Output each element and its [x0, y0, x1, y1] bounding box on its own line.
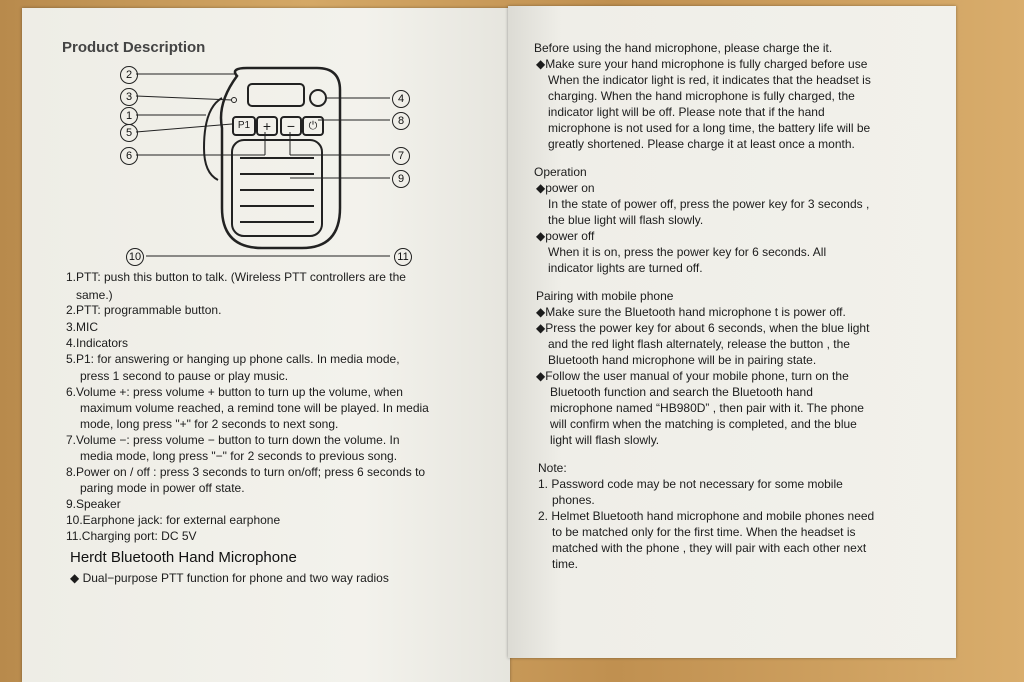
callout-10: 10 — [126, 248, 144, 266]
list-item: press 1 second to pause or play music. — [80, 369, 289, 383]
feature-line: ◆ Dual−purpose PTT function for phone and two way radios — [70, 571, 389, 585]
list-item: 3.MIC — [66, 320, 99, 334]
list-item: 11.Charging port: DC 5V — [66, 529, 197, 543]
list-item: mode, long press "+" for 2 seconds to next song. — [80, 417, 339, 431]
operation-heading: Operation — [534, 165, 587, 179]
pairing-line: Bluetooth hand microphone will be in pairing state. — [548, 353, 817, 367]
operation-line: the blue light will flash slowly. — [548, 213, 704, 227]
callout-5: 5 — [120, 124, 138, 142]
pairing-line: ◆Make sure the Bluetooth hand microphone t is power off. — [536, 305, 846, 319]
callout-6: 6 — [120, 147, 138, 165]
left-page — [22, 8, 510, 682]
product-name: Herdt Bluetooth Hand Microphone — [70, 549, 297, 566]
operation-line: ◆power off — [536, 229, 595, 243]
callout-3: 3 — [120, 88, 138, 106]
list-item: 7.Volume −: press volume − button to turn down the volume. In — [66, 433, 400, 447]
mic-hole — [232, 98, 237, 103]
charge-line: When the indicator light is red, it indicates that the headset is — [548, 73, 871, 87]
callout-4: 4 — [392, 90, 410, 108]
page-title: Product Description — [62, 39, 206, 56]
note-line: 1. Password code may be not necessary for some mobile — [538, 477, 843, 491]
note-line: 2. Helmet Bluetooth hand microphone and mobile phones need — [538, 509, 875, 523]
callout-11: 11 — [394, 248, 412, 266]
charge-heading: Before using the hand microphone, please charge the it. — [534, 41, 833, 55]
list-item: media mode, long press "−" for 2 seconds to previous song. — [80, 449, 398, 463]
pairing-heading: Pairing with mobile phone — [536, 289, 674, 303]
list-item: maximum volume reached, a remind tone will be played. In media — [80, 401, 429, 415]
note-line: matched with the phone , they will pair with each other next — [552, 541, 867, 555]
operation-line: When it is on, press the power key for 6 seconds. All — [548, 245, 827, 259]
volume-up-button-drawing: + — [256, 116, 278, 136]
pairing-line: microphone named “HB980D” , then pair with it. The phone — [550, 401, 864, 415]
callout-9: 9 — [392, 170, 410, 188]
callout-8: 8 — [392, 112, 410, 130]
microphone-diagram — [22, 8, 510, 268]
operation-line: In the state of power off, press the power key for 3 seconds , — [548, 197, 870, 211]
list-item: 9.Speaker — [66, 497, 121, 511]
pairing-line: will confirm when the matching is completed, and the blue — [550, 417, 857, 431]
pairing-line: Bluetooth function and search the Bluetooth hand — [550, 385, 813, 399]
list-item: 1.PTT: push this button to talk. (Wireless PTT controllers are the — [66, 270, 406, 284]
right-page — [508, 6, 956, 658]
list-item: 6.Volume +: press volume + button to turn up the volume, when — [66, 385, 403, 399]
pairing-line: light will flash slowly. — [550, 433, 660, 447]
list-item: 8.Power on / off : press 3 seconds to turn on/off; press 6 seconds to — [66, 465, 426, 479]
list-item: 10.Earphone jack: for external earphone — [66, 513, 281, 527]
charge-line: indicator light will be off. Please note that if the hand — [548, 105, 825, 119]
list-item: 4.Indicators — [66, 336, 129, 350]
charge-line: greatly shortened. Please charge it at least once a month. — [548, 137, 855, 151]
indicator-light — [310, 90, 326, 106]
note-line: phones. — [552, 493, 595, 507]
side-ptt-outline — [204, 98, 222, 180]
list-item: paring mode in power off state. — [80, 481, 245, 495]
callout-7: 7 — [392, 147, 410, 165]
power-icon: ⏻ — [302, 116, 324, 136]
callout-2: 2 — [120, 66, 138, 84]
list-item: 2.PTT: programmable button. — [66, 303, 222, 317]
charge-line: ◆Make sure your hand microphone is fully charged before use — [536, 57, 868, 71]
operation-line: indicator lights are turned off. — [548, 261, 703, 275]
pairing-line: and the red light flash alternately, release the button , the — [548, 337, 850, 351]
pairing-line: ◆Follow the user manual of your mobile phone, turn on the — [536, 369, 849, 383]
list-item: same.) — [76, 288, 113, 302]
callout-1: 1 — [120, 107, 138, 125]
operation-line: ◆power on — [536, 181, 595, 195]
p1-button-drawing: P1 — [232, 116, 256, 136]
note-heading: Note: — [538, 461, 567, 475]
charge-line: microphone is not used for a long time, the battery life will be — [548, 121, 871, 135]
list-item: 5.P1: for answering or hanging up phone calls. In media mode, — [66, 352, 400, 366]
charge-line: charging. When the hand microphone is fully charged, the — [548, 89, 855, 103]
note-line: time. — [552, 557, 579, 571]
note-line: to be matched only for the first time. When the headset is — [552, 525, 856, 539]
pairing-line: ◆Press the power key for about 6 seconds, when the blue light — [536, 321, 870, 335]
display-window — [248, 84, 304, 106]
volume-down-button-drawing: − — [280, 116, 302, 136]
